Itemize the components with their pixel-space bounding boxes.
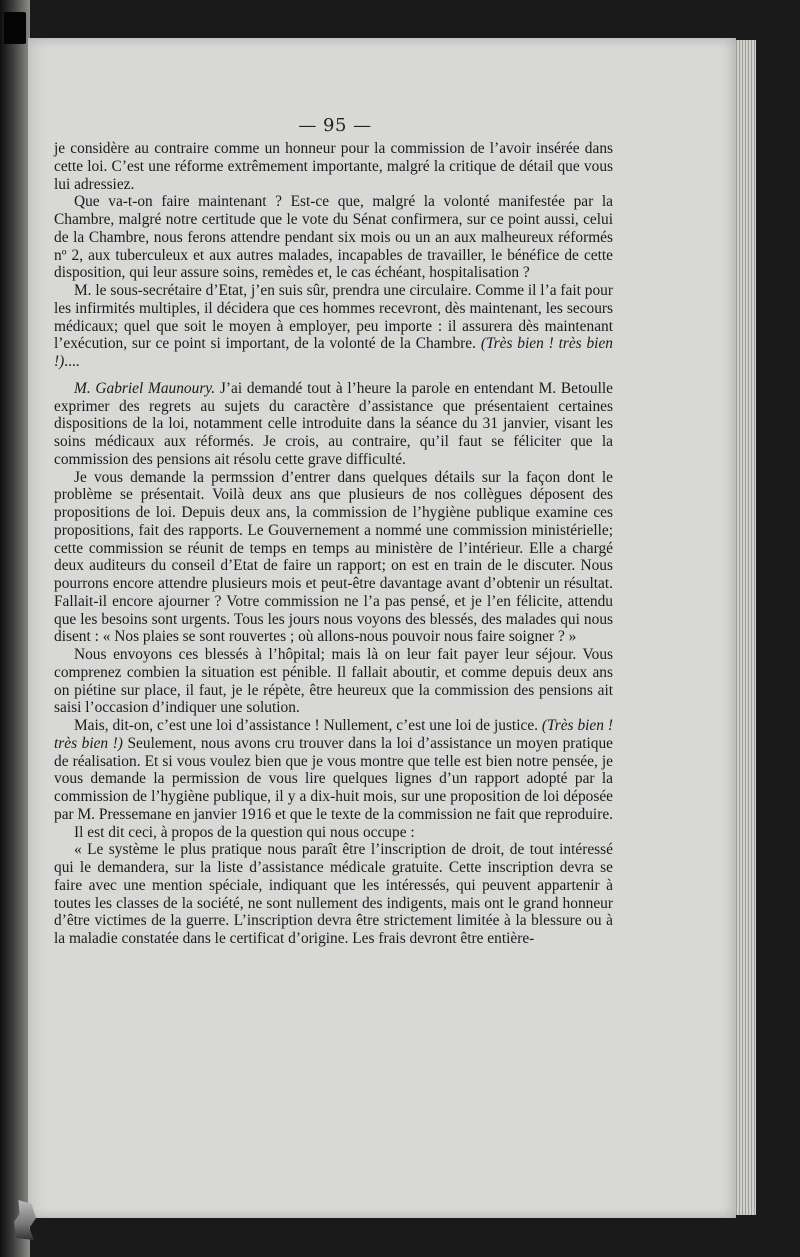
paragraph xyxy=(54,717,613,824)
interjection: (Très bien ! très bien !) xyxy=(54,717,613,752)
paragraph: Que va-t-on faire maintenant ? Est-ce que, malgré la volonté manifestée par la Chambre, malgré notre certitude que le vote du Sénat confirmera, sur ce point aussi, celui de la Chambre, nous ferons attendre pendant six mois ou un an aux malheureux réformés nº 2, aux tuberculeux et aux autres malades, incapables de travailler, le bénéfice de cette disposition, qui leur assure soins, remèdes et, le cas échéant, hospitalisation ? xyxy=(54,193,613,282)
paragraph: Nous envoyons ces blessés à l’hôpital; mais là on leur fait payer leur séjour. Vous comprenez combien la situation est pénible. Il fallait aboutir, et comme depuis deux ans on piétine sur place, il faut, je le répète, être heureux que la commission des pensions ait saisi l’occasion d’indiquer une solution. xyxy=(54,646,613,717)
paragraph-text: J’ai demandé tout à l’heure la parole en entendant M. Betoulle exprimer des regrets au sujets du caractère d’assistance que présentaient certaines dispositions de la loi, notamment celle introduite dans la séance du 31 janvier, visant les soins médicaux aux réformés. Je crois, au contraire, qu’il faut se féliciter que la commission des pensions ait résolu cette grave difficulté. xyxy=(54,379,613,468)
paragraph: Il est dit ceci, à propos de la question qui nous occupe : xyxy=(74,823,415,841)
paragraph: Je vous demande la permssion d’entrer dans quelques détails sur la façon dont le problème se présentait. Voilà deux ans que plusieurs de nos collègues déposent des propositions de loi. Depuis deux ans, la commission de l’hygiène publique examine ces propositions, fait des rapports. Le Gouvernement a nommé une commission ministérielle; cette commission se réunit de temps en temps au ministère de l’intérieur. Elle a chargé deux auditeurs du conseil d’Etat de faire un rapport; on est en train de le discuter. Nous pourrons encore attendre plusieurs mois et peut-être davantage avant d’obtenir un résultat. Fallait-il encore ajourner ? Votre commission ne l’a pas pensé, et je l’en félicite, attendu que les besoins sont urgents. Tous les jours nous voyons des blessés, des malades qui nous disent : « Nos plaies se sont rouvertes ; où allons-nous pouvoir nous faire soigner ? » xyxy=(54,468,613,646)
book-spine xyxy=(0,0,30,1257)
interjection: (Très bien ! très bien !) xyxy=(54,335,613,370)
binding-mark xyxy=(4,12,26,44)
body-text xyxy=(54,140,613,948)
paragraph-text: M. le sous-secrétaire d’Etat, j’en suis sûr, prendra une circulaire. Comme il l’a fait pour les infirmités multiples, il décidera que ces hommes recevront, dès maintenant, les secours médicaux; quel que soit le moyen à employer, peu importe : il assurera dès maintenant l’exécution, sur ce point si important, de la volonté de la Chambre. xyxy=(54,282,613,353)
speaker-name: M. Gabriel Maunoury. xyxy=(74,379,216,397)
page-number: — 95 — xyxy=(298,115,372,136)
paragraph-tail: .... xyxy=(64,353,80,370)
paragraph xyxy=(54,282,613,371)
paragraph-text: Mais, dit-on, c’est une loi d’assistance ! Nullement, c’est une loi de justice. xyxy=(74,717,538,734)
paragraph-continuation: je considère au contraire comme un honneur pour la commission de l’avoir insérée dans cette loi. C’est une réforme extrêmement importante, malgré la critique de détail que vous lui adressiez. xyxy=(54,140,613,193)
quote-paragraph: « Le système le plus pratique nous paraît être l’inscription de droit, de tout intéressé qui le demandera, sur la liste d’assistance médicale gratuite. Cette inscription devra se faire avec une mention spéciale, indiquant que les intéressés, qui peuvent appartenir à toutes les classes de la société, ne sont nullement des indigents, mais ont le grand honneur d’être victimes de la guerre. L’inscription devra être strictement limitée à la blessure ou à la maladie constatée dans le certificat d’origine. Les frais devront être entière- xyxy=(54,841,613,947)
paragraph-tail: Seulement, nous avons cru trouver dans la loi d’assistance un moyen pratique de réalisation. Et si vous voulez bien que je vous montre que telle est bien notre pensée, je vous demande la permission de vous lire quelques lignes d’un rapport adopté par la commission de l’hygiène publique, il y a dix-huit mois, sur une proposition de loi déposée par M. Pressemane en janvier 1916 et que le texte de la commission ne fait que reproduire. xyxy=(54,734,614,823)
speaker-paragraph xyxy=(54,380,613,469)
